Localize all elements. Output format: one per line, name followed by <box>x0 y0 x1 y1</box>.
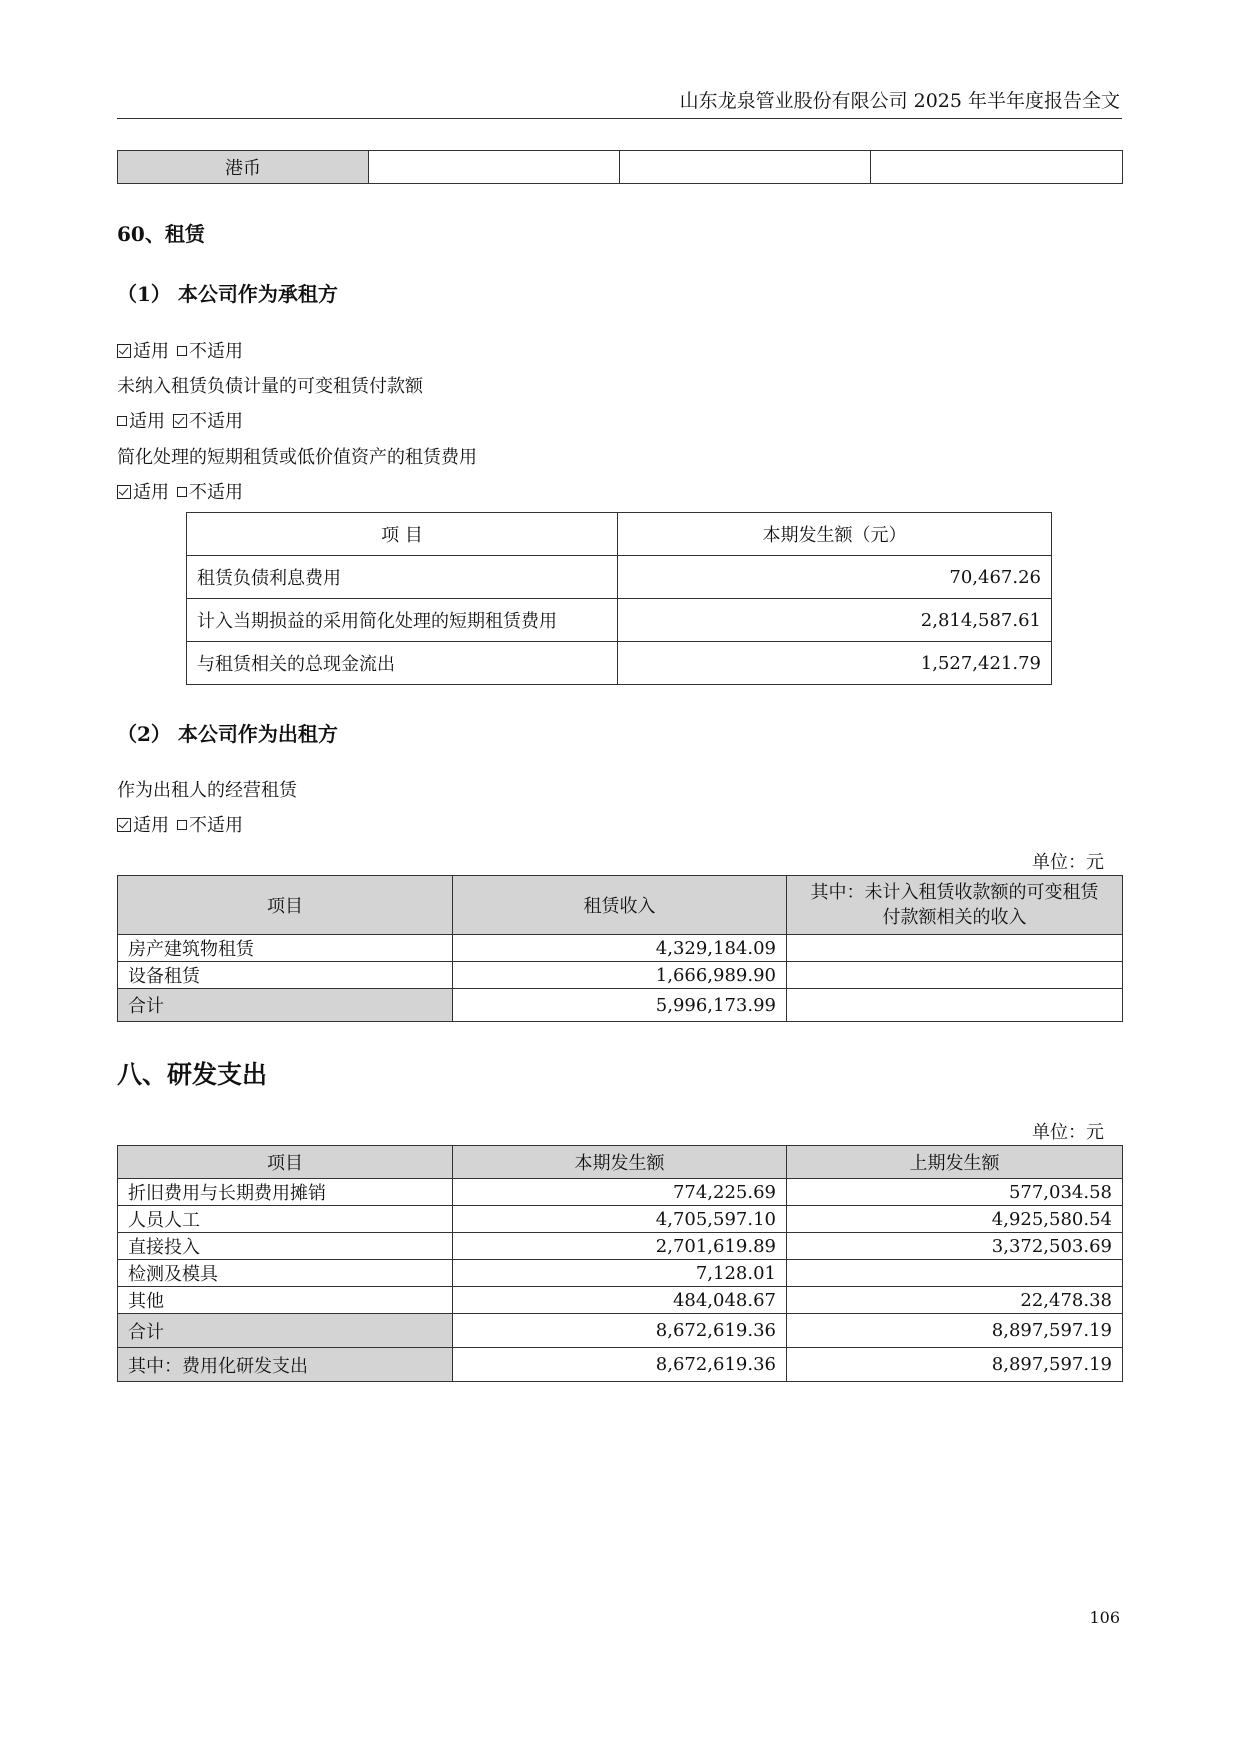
amount-cell: 7,128.01 <box>453 1260 787 1287</box>
amount-cell: 8,672,619.36 <box>453 1314 787 1348</box>
column-header: 项目 <box>118 876 453 935</box>
unchecked-box-icon <box>177 346 187 356</box>
amount-cell <box>787 989 1123 1022</box>
row-label: 房产建筑物租赁 <box>118 935 453 962</box>
amount-cell <box>787 1260 1123 1287</box>
currency-table <box>117 150 1123 184</box>
amount-cell: 5,996,173.99 <box>453 989 787 1022</box>
not-applicable-label: 不适用 <box>189 411 243 432</box>
column-header: 本期发生额（元） <box>618 513 1052 556</box>
table-row <box>118 1348 1123 1382</box>
table-header-row <box>118 876 1123 935</box>
table-row <box>118 1233 1123 1260</box>
column-header <box>787 876 1123 935</box>
table-header-row <box>118 1146 1123 1179</box>
applicable-row-1 <box>117 337 243 363</box>
applicable-label: 适用 <box>133 482 169 503</box>
not-applicable-label: 不适用 <box>189 482 243 503</box>
row-label: 合计 <box>118 1314 453 1348</box>
table-cell <box>871 151 1123 184</box>
row-label: 与租赁相关的总现金流出 <box>187 642 618 685</box>
lessor-income-table <box>117 875 1123 1022</box>
rd-expense-table <box>117 1145 1123 1382</box>
table-row <box>118 989 1123 1022</box>
amount-cell: 774,225.69 <box>453 1179 787 1206</box>
checked-box-icon <box>117 344 131 358</box>
checked-box-icon <box>117 818 131 832</box>
rd-section-title: 八、研发支出 <box>117 1060 268 1089</box>
page-number: 106 <box>1089 1608 1120 1627</box>
amount-cell: 22,478.38 <box>787 1287 1123 1314</box>
lessee-title: （1） 本公司作为承租方 <box>117 282 338 306</box>
table-cell <box>620 151 871 184</box>
table-row <box>118 1314 1123 1348</box>
amount-cell: 577,034.58 <box>787 1179 1123 1206</box>
amount-cell: 2,701,619.89 <box>453 1233 787 1260</box>
row-label: 计入当期损益的采用简化处理的短期租赁费用 <box>187 599 618 642</box>
not-applicable-label: 不适用 <box>189 341 243 362</box>
header-divider <box>117 118 1122 119</box>
column-header: 项目 <box>118 1146 453 1179</box>
unit-label: 单位：元 <box>1032 1122 1104 1143</box>
lessor-title: （2） 本公司作为出租方 <box>117 722 338 746</box>
amount-cell: 8,897,597.19 <box>787 1348 1123 1382</box>
operating-lease-line: 作为出租人的经营租赁 <box>117 780 297 801</box>
table-row <box>118 1287 1123 1314</box>
amount-cell: 484,048.67 <box>453 1287 787 1314</box>
unchecked-box-icon <box>177 820 187 830</box>
row-label: 其他 <box>118 1287 453 1314</box>
variable-payment-line: 未纳入租赁负债计量的可变租赁付款额 <box>117 376 423 397</box>
row-label: 人员人工 <box>118 1206 453 1233</box>
amount-cell: 8,897,597.19 <box>787 1314 1123 1348</box>
amount-cell <box>787 962 1123 989</box>
row-label: 设备租赁 <box>118 962 453 989</box>
currency-label: 港币 <box>118 151 369 184</box>
not-applicable-label: 不适用 <box>189 815 243 836</box>
amount-cell: 3,372,503.69 <box>787 1233 1123 1260</box>
unchecked-box-icon <box>117 416 127 426</box>
amount-cell: 4,925,580.54 <box>787 1206 1123 1233</box>
table-row <box>118 1260 1123 1287</box>
checked-box-icon <box>173 414 187 428</box>
table-row <box>118 1206 1123 1233</box>
row-label: 折旧费用与长期费用摊销 <box>118 1179 453 1206</box>
header-line: 其中：未计入租赁收款额的可变租赁 <box>810 882 1099 903</box>
applicable-row-4 <box>117 811 243 837</box>
amount-cell: 2,814,587.61 <box>618 599 1052 642</box>
column-header: 租赁收入 <box>453 876 787 935</box>
lessee-expense-table <box>186 512 1052 685</box>
column-header: 项 目 <box>187 513 618 556</box>
row-label: 合计 <box>118 989 453 1022</box>
amount-cell: 1,527,421.79 <box>618 642 1052 685</box>
amount-cell <box>787 935 1123 962</box>
short-term-lease-line: 简化处理的短期租赁或低价值资产的租赁费用 <box>117 447 477 468</box>
applicable-row-2 <box>117 407 243 433</box>
applicable-row-3 <box>117 478 243 504</box>
row-label: 检测及模具 <box>118 1260 453 1287</box>
checked-box-icon <box>117 485 131 499</box>
table-row <box>118 1179 1123 1206</box>
column-header: 上期发生额 <box>787 1146 1123 1179</box>
table-header-row <box>187 513 1052 556</box>
applicable-label: 适用 <box>133 815 169 836</box>
table-row <box>187 642 1052 685</box>
table-row <box>118 935 1123 962</box>
column-header: 本期发生额 <box>453 1146 787 1179</box>
row-label: 直接投入 <box>118 1233 453 1260</box>
table-row <box>187 556 1052 599</box>
table-row <box>187 599 1052 642</box>
applicable-label: 适用 <box>133 341 169 362</box>
page-header-title: 山东龙泉管业股份有限公司 2025 年半年度报告全文 <box>679 90 1120 112</box>
section-60-title: 60、租赁 <box>117 222 205 246</box>
amount-cell: 8,672,619.36 <box>453 1348 787 1382</box>
amount-cell: 70,467.26 <box>618 556 1052 599</box>
header-line: 付款额相关的收入 <box>882 907 1027 928</box>
table-row <box>118 962 1123 989</box>
amount-cell: 4,705,597.10 <box>453 1206 787 1233</box>
amount-cell: 4,329,184.09 <box>453 935 787 962</box>
unchecked-box-icon <box>177 487 187 497</box>
row-label: 租赁负债利息费用 <box>187 556 618 599</box>
applicable-label: 适用 <box>129 411 165 432</box>
amount-cell: 1,666,989.90 <box>453 962 787 989</box>
table-cell <box>369 151 620 184</box>
table-row <box>118 151 1123 184</box>
unit-label: 单位：元 <box>1032 852 1104 873</box>
row-label: 其中：费用化研发支出 <box>118 1348 453 1382</box>
